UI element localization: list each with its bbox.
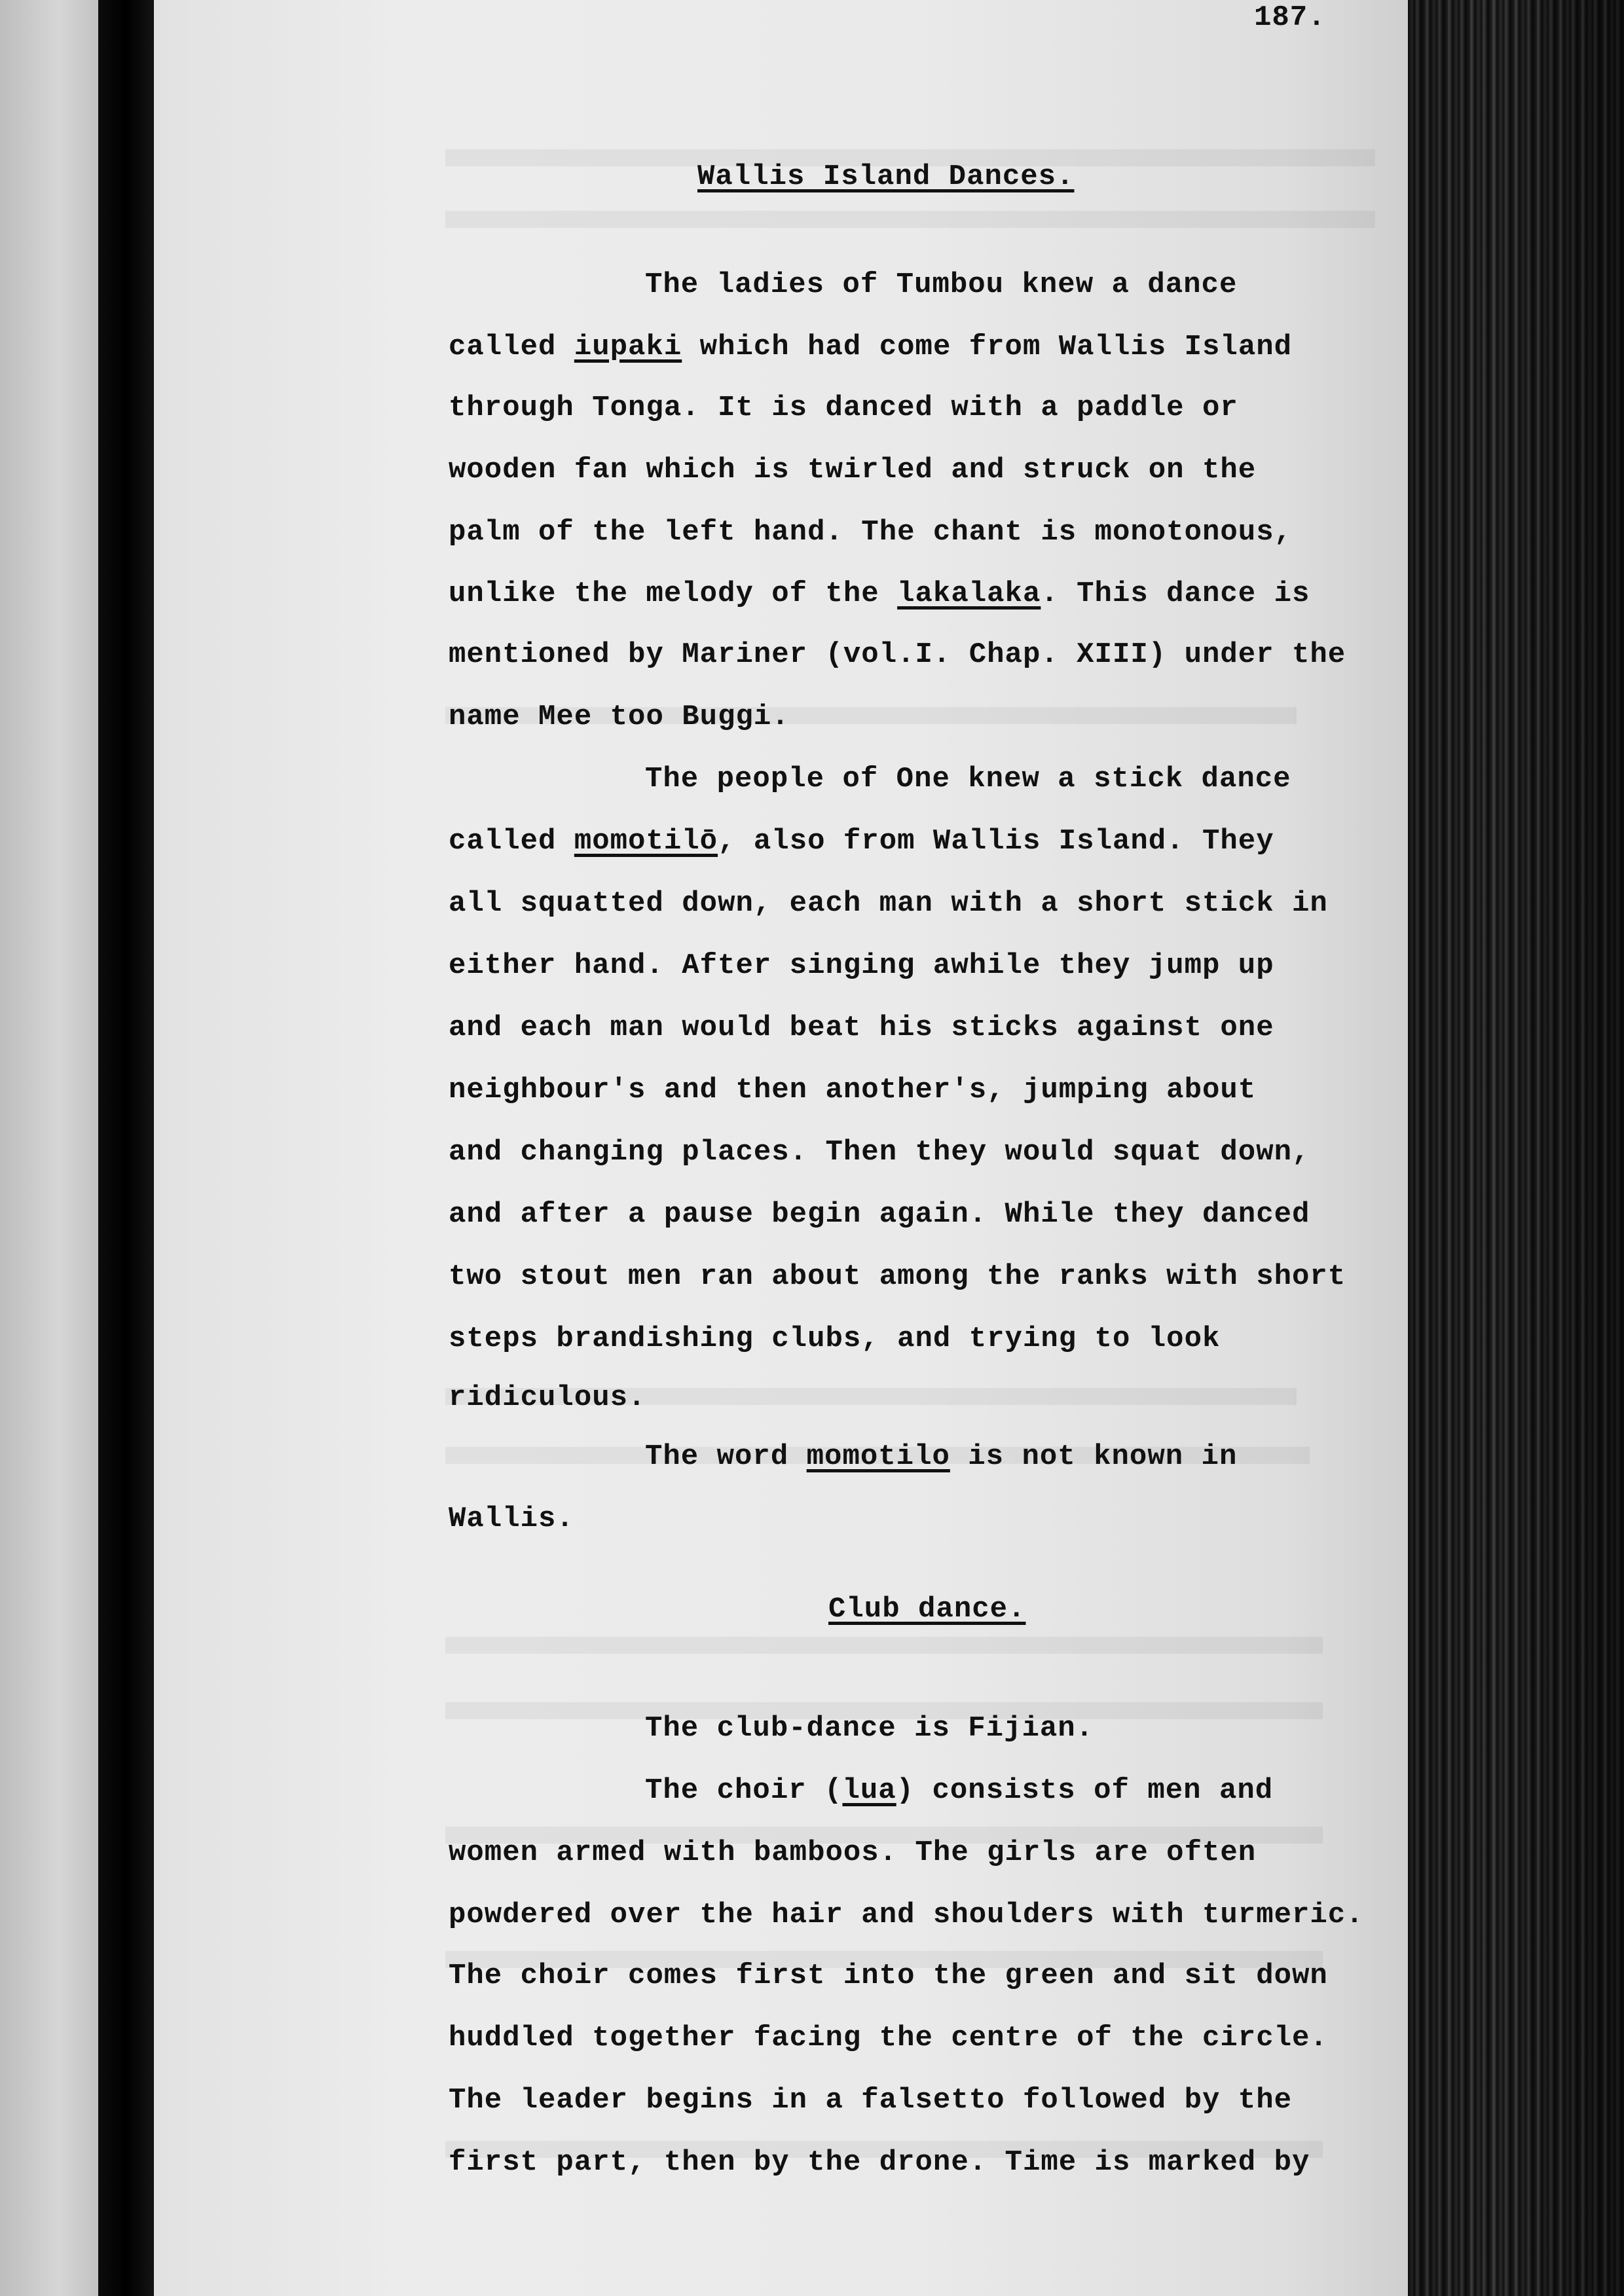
para5-line2: women armed with bamboos. The girls are often (449, 1836, 1257, 1869)
left-margin-strip (0, 0, 98, 2296)
para2-line10: steps brandishing clubs, and trying to look (449, 1322, 1221, 1355)
para2-line9: two stout men ran about among the ranks with short (449, 1260, 1346, 1293)
binding-shadow (98, 0, 154, 2296)
para2-line6: neighbour's and then another's, jumping about (449, 1074, 1257, 1106)
term-iupaki: iupaki (574, 331, 682, 363)
para1-line4: wooden fan which is twirled and struck on the (449, 454, 1257, 486)
para2-line7: and changing places. Then they would squat down, (449, 1136, 1310, 1169)
para5-line3: powdered over the hair and shoulders with turmeric. (449, 1899, 1364, 1931)
para2-line4: either hand. After singing awhile they jump up (449, 949, 1274, 982)
para5-line5: huddled together facing the centre of the circle. (449, 2022, 1328, 2054)
para3-line2: Wallis. (449, 1503, 574, 1535)
page-stack-shade (1408, 0, 1624, 2296)
section-heading-wallis: Wallis Island Dances. (697, 160, 1075, 193)
bleed-through (445, 1637, 1323, 1654)
para2-line2: called momotilō, also from Wallis Island. They (449, 825, 1274, 858)
para4-line1: The club-dance is Fijian. (645, 1712, 1094, 1745)
para1-line2: called iupaki which had come from Wallis Island (449, 331, 1293, 363)
para5-line1: The choir (lua) consists of men and (645, 1774, 1274, 1807)
term-lakalaka: lakalaka (897, 577, 1041, 610)
term-momotilo: momotilō (574, 825, 718, 858)
para5-line4: The choir comes first into the green and sit down (449, 1959, 1328, 1992)
para3-line1: The word momotilo is not known in (645, 1440, 1238, 1473)
page-number: 187. (1254, 1, 1326, 34)
bleed-through (445, 211, 1375, 228)
para1-line1: The ladies of Tumbou knew a dance (645, 268, 1238, 301)
section-heading-club-dance: Club dance. (828, 1593, 1026, 1626)
para1-line8: name Mee too Buggi. (449, 701, 790, 733)
para1-line7: mentioned by Mariner (vol.I. Chap. XIII) under the (449, 638, 1346, 671)
para2-line11: ridiculous. (449, 1381, 646, 1414)
term-lua: lua (842, 1774, 896, 1807)
para5-line6: The leader begins in a falsetto followed by the (449, 2084, 1293, 2117)
para2-line3: all squatted down, each man with a short stick in (449, 887, 1328, 920)
para1-line3: through Tonga. It is danced with a paddle or (449, 392, 1238, 424)
para5-line7: first part, then by the drone. Time is marked by (449, 2146, 1310, 2179)
para1-line6: unlike the melody of the lakalaka. This dance is (449, 577, 1310, 610)
para2-line1: The people of One knew a stick dance (645, 763, 1291, 795)
para2-line5: and each man would beat his sticks against one (449, 1011, 1274, 1044)
para1-line5: palm of the left hand. The chant is monotonous, (449, 516, 1293, 549)
term-momotilo-2: momotilo (806, 1440, 950, 1473)
para2-line8: and after a pause begin again. While they danced (449, 1198, 1310, 1231)
